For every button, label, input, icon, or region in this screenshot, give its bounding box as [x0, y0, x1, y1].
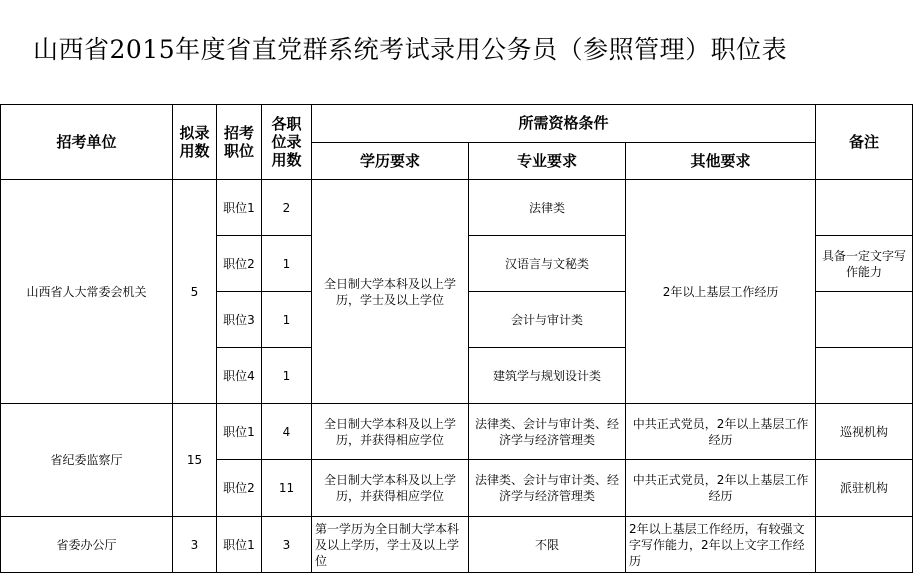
other-cell: 中共正式党员，2年以上基层工作经历 [626, 404, 816, 460]
position-table [0, 104, 913, 573]
count-cell: 1 [262, 292, 312, 348]
major-cell: 法律类 [469, 180, 626, 236]
major-cell: 法律类、会计与审计类、经济学与经济管理类 [469, 460, 626, 517]
note-cell: 派驻机构 [816, 460, 913, 517]
header-other: 其他要求 [626, 143, 816, 180]
position-cell: 职位4 [217, 348, 262, 404]
education-cell: 第一学历为全日制大学本科及以上学历，学士及以上学位 [312, 517, 469, 573]
position-cell: 职位1 [217, 517, 262, 573]
position-cell: 职位2 [217, 460, 262, 517]
position-cell: 职位3 [217, 292, 262, 348]
note-cell-empty [816, 292, 913, 348]
header-education: 学历要求 [312, 143, 469, 180]
note-cell: 具备一定文字写作能力 [816, 236, 913, 292]
header-position: 招考 职位 [217, 105, 262, 180]
other-cell: 2年以上基层工作经历，有较强文字写作能力，2年以上文字工作经历 [626, 517, 816, 573]
major-cell: 不限 [469, 517, 626, 573]
quota-cell: 15 [173, 404, 217, 517]
position-cell: 职位1 [217, 404, 262, 460]
note-cell-empty [816, 348, 913, 404]
count-cell: 1 [262, 348, 312, 404]
position-cell: 职位2 [217, 236, 262, 292]
education-cell: 全日制大学本科及以上学历，学士及以上学位 [312, 180, 469, 404]
unit-cell: 省纪委监察厅 [1, 404, 173, 517]
major-cell: 汉语言与文秘类 [469, 236, 626, 292]
header-unit: 招考单位 [1, 105, 173, 180]
count-cell: 1 [262, 236, 312, 292]
unit-cell: 省委办公厅 [1, 517, 173, 573]
header-note: 备注 [816, 105, 913, 180]
quota-cell: 3 [173, 517, 217, 573]
note-cell-empty [816, 180, 913, 236]
unit-cell: 山西省人大常委会机关 [1, 180, 173, 404]
count-cell: 2 [262, 180, 312, 236]
education-cell: 全日制大学本科及以上学历，并获得相应学位 [312, 460, 469, 517]
header-position-quota: 各职 位录 用数 [262, 105, 312, 180]
header-major: 专业要求 [469, 143, 626, 180]
position-cell: 职位1 [217, 180, 262, 236]
header-quota: 拟录 用数 [173, 105, 217, 180]
count-cell: 11 [262, 460, 312, 517]
quota-cell: 5 [173, 180, 217, 404]
major-cell: 法律类、会计与审计类、经济学与经济管理类 [469, 404, 626, 460]
note-cell: 巡视机构 [816, 404, 913, 460]
other-cell: 2年以上基层工作经历 [626, 180, 816, 404]
count-cell: 4 [262, 404, 312, 460]
header-qualifications: 所需资格条件 [312, 105, 816, 143]
education-cell: 全日制大学本科及以上学历，并获得相应学位 [312, 404, 469, 460]
major-cell: 会计与审计类 [469, 292, 626, 348]
count-cell: 3 [262, 517, 312, 573]
page-title: 山西省2015年度省直党群系统考试录用公务员（参照管理）职位表 [33, 35, 788, 64]
major-cell: 建筑学与规划设计类 [469, 348, 626, 404]
other-cell: 中共正式党员，2年以上基层工作经历 [626, 460, 816, 517]
